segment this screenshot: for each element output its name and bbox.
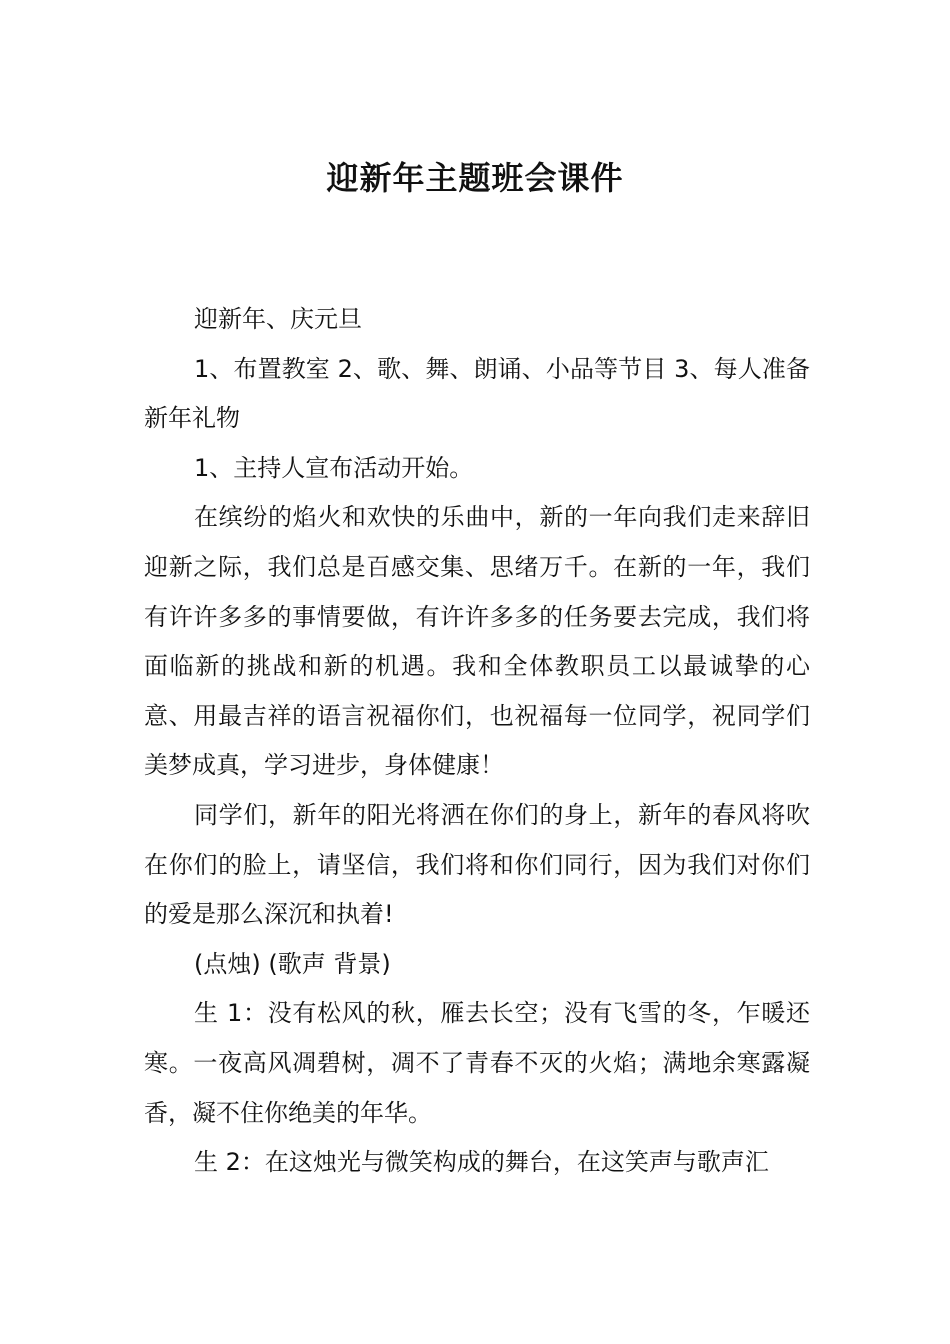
paragraph-student-2: 生 2：在这烛光与微笑构成的舞台，在这笑声与歌声汇 bbox=[194, 1148, 769, 1177]
paragraph-host-start: 1、主持人宣布活动开始。 bbox=[194, 453, 474, 482]
document-body bbox=[144, 295, 810, 1188]
paragraph-student-1: 生 1：没有松风的秋，雁去长空；没有飞雪的冬，乍暖还寒。一夜高风凋碧树，凋不了青春不灭的火焰；满地余寒露凝香，凝不住你绝美的年华。 bbox=[144, 999, 810, 1127]
paragraph-new-year-wishes: 在缤纷的焰火和欢快的乐曲中，新的一年向我们走来辞旧迎新之际，我们总是百感交集、思绪万千。在新的一年，我们有许许多多的事情要做，有许许多多的任务要去完成，我们将面临新的挑战和新的机遇。我和全体教职员工以最诚挚的心意、用最吉祥的语言祝福你们，也祝福每一位同学，祝同学们美梦成真，学习进步，身体健康！ bbox=[144, 503, 810, 780]
paragraph-preparation: 1、布置教室 2、歌、舞、朗诵、小品等节目 3、每人准备新年礼物 bbox=[144, 354, 810, 433]
paragraph-students-message: 同学们，新年的阳光将洒在你们的身上，新年的春风将吹在你们的脸上，请坚信，我们将和你们同行，因为我们对你们的爱是那么深沉和执着! bbox=[144, 800, 810, 929]
document-title: 迎新年主题班会课件 bbox=[326, 159, 624, 197]
paragraph-greeting: 迎新年、庆元旦 bbox=[194, 305, 362, 333]
paragraph-stage-direction: (点烛) (歌声 背景) bbox=[194, 949, 391, 978]
